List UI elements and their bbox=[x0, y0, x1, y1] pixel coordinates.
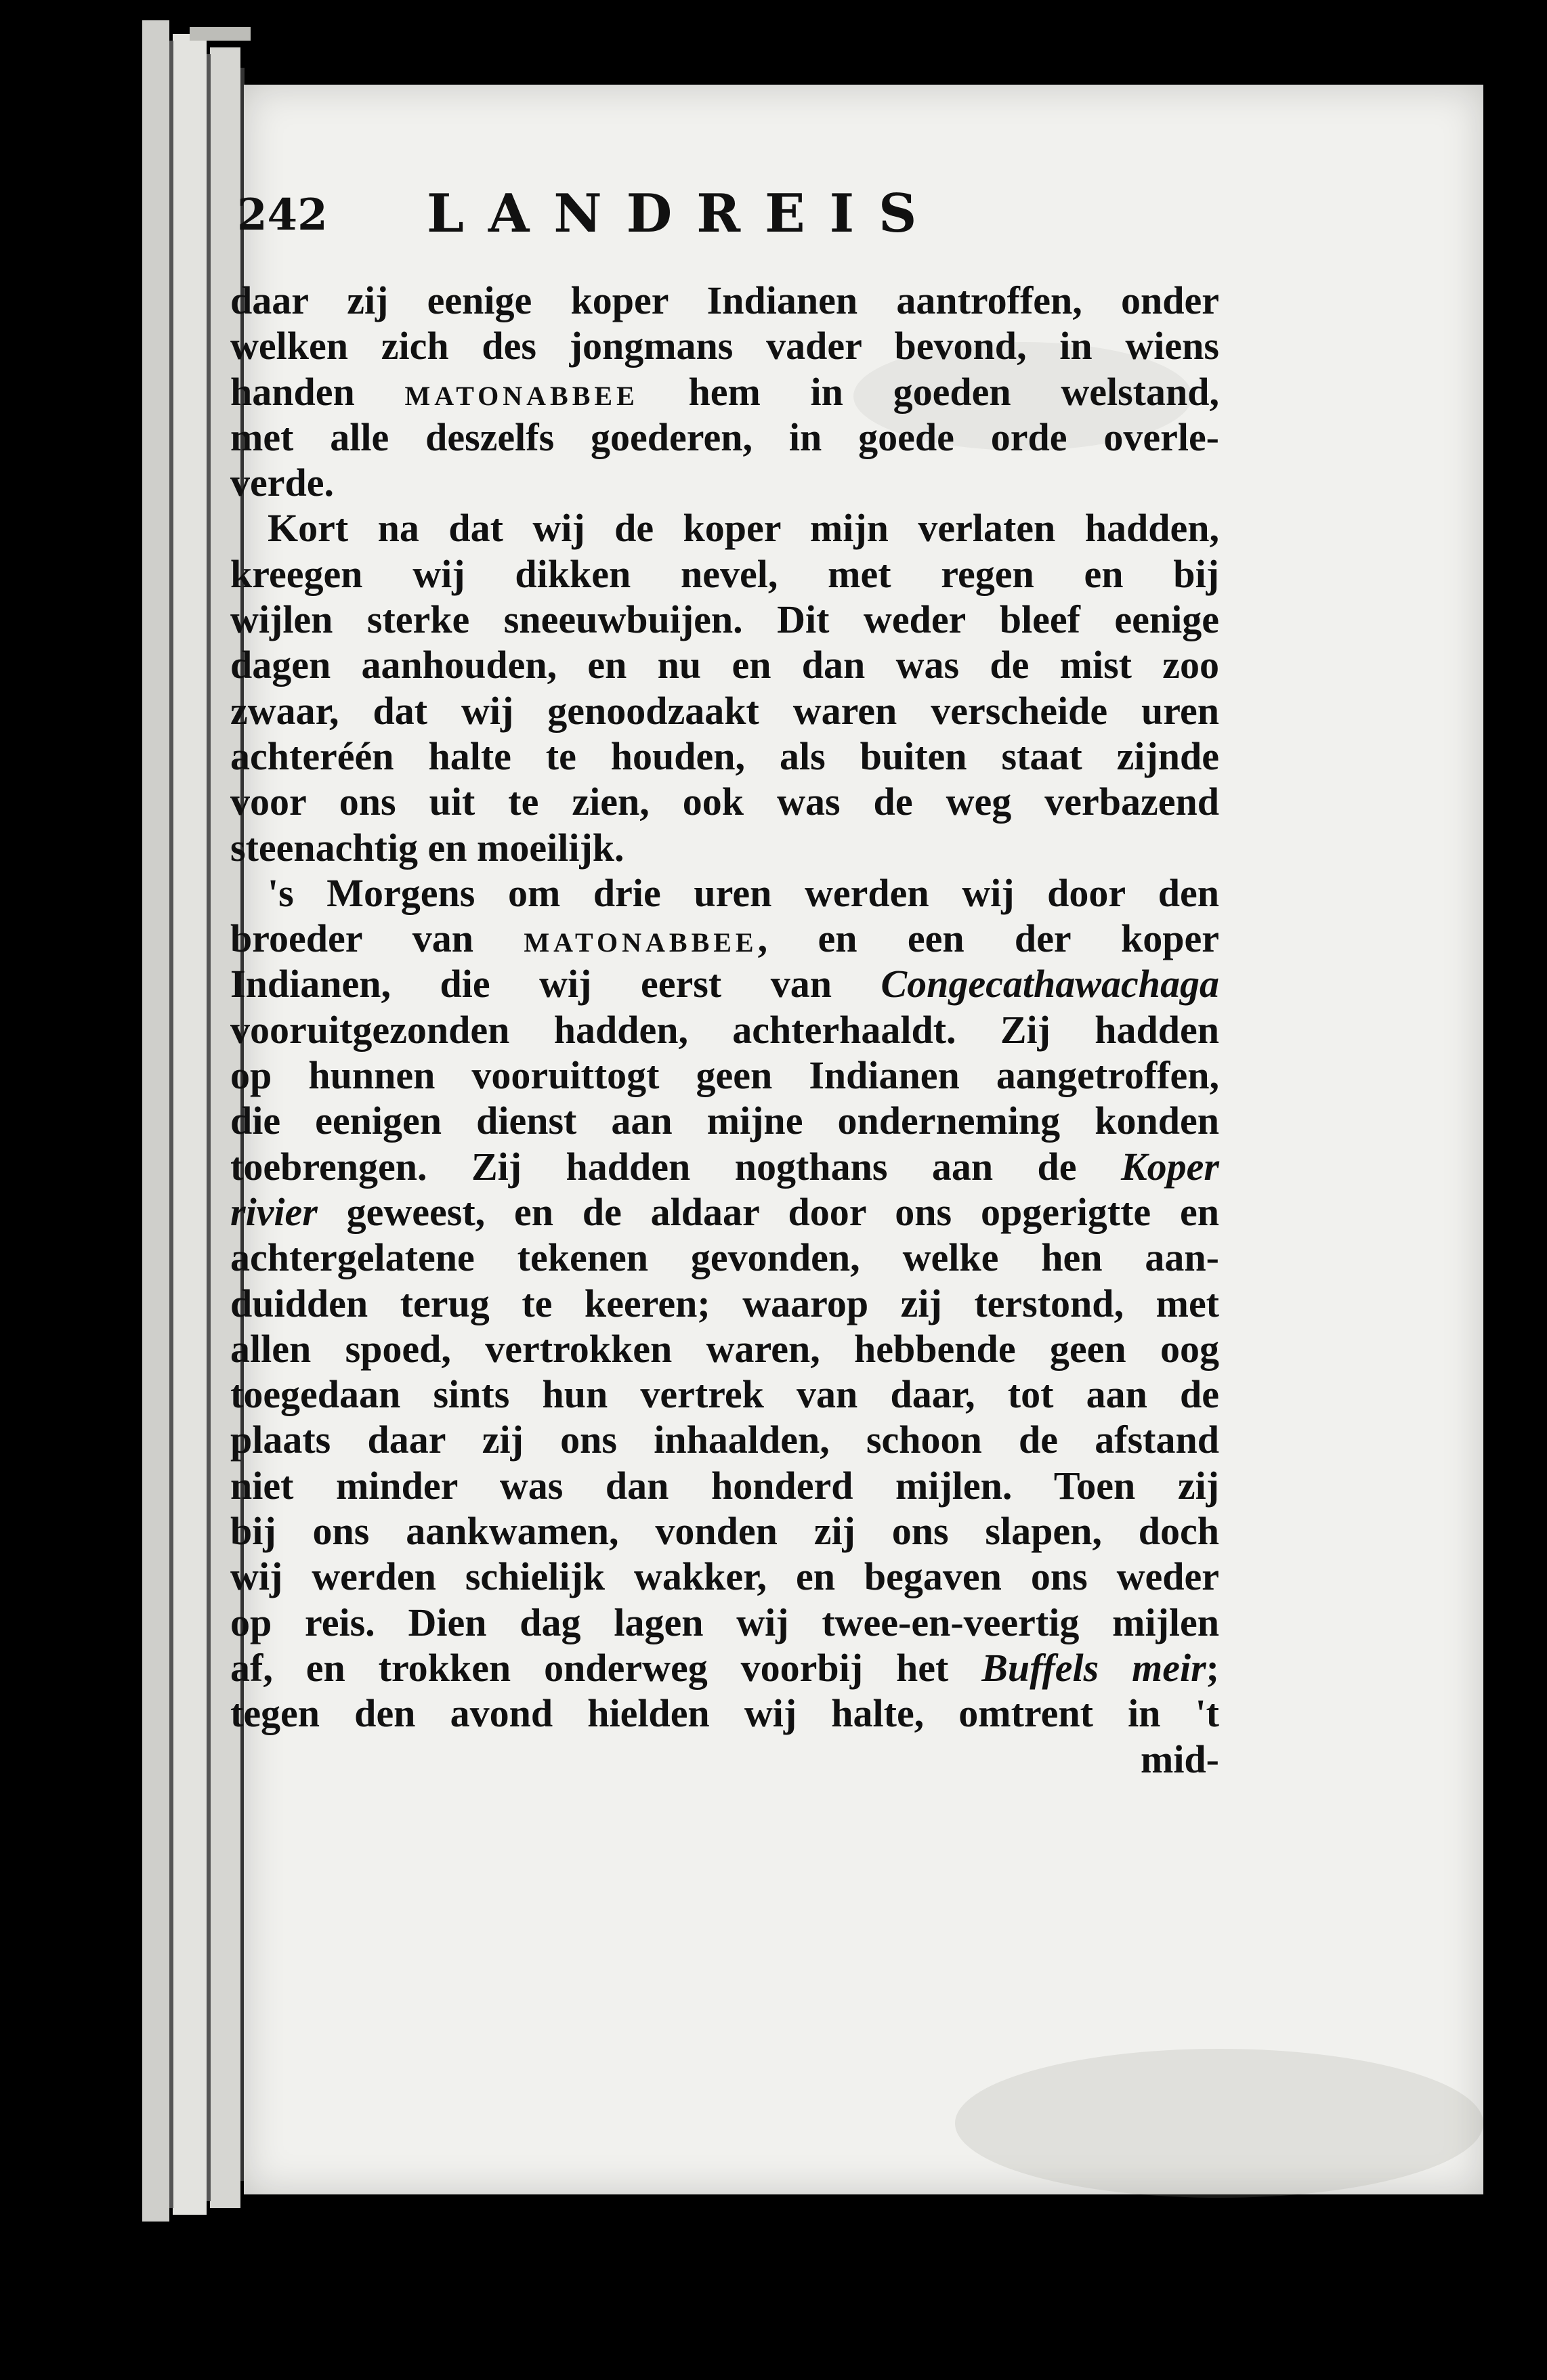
page-edge bbox=[173, 34, 207, 2215]
text-line: daar zij eenige koper Indianen aantroffen, onder bbox=[230, 278, 1219, 322]
text-line: bij ons aankwamen, vonden zij ons slapen, doch bbox=[230, 1509, 1219, 1554]
text-line: 's Morgens om drie uren werden wij door den bbox=[268, 870, 1219, 915]
text-line: toegedaan sints hun vertrek van daar, tot aan de bbox=[230, 1372, 1219, 1417]
person-name: MATONABBEE bbox=[404, 380, 639, 411]
text-line: broeder van MATONABBEE, en een der koper bbox=[230, 916, 1219, 961]
text-line: niet minder was dan honderd mijlen. Toen zij bbox=[230, 1463, 1219, 1508]
text-line: toebrengen. Zij hadden nogthans aan de Koper bbox=[230, 1144, 1219, 1189]
body-text bbox=[230, 278, 1219, 1782]
paper-stain bbox=[955, 2049, 1483, 2198]
text-line: op hunnen vooruittogt geen Indianen aangetroffen, bbox=[230, 1053, 1219, 1098]
text-line: met alle deszelfs goederen, in goede orde overle- bbox=[230, 415, 1219, 459]
text-line: plaats daar zij ons inhaalden, schoon de afstand bbox=[230, 1418, 1219, 1462]
place-name: Buffels meir bbox=[981, 1645, 1206, 1690]
text-line: af, en trokken onderweg voorbij het Buffels meir; bbox=[230, 1645, 1219, 1690]
text-line: wij werden schielijk wakker, en begaven ons weder bbox=[230, 1554, 1219, 1599]
place-name: Congecathawachaga bbox=[881, 962, 1219, 1006]
text-line: zwaar, dat wij genoodzaakt waren verscheide uren bbox=[230, 688, 1219, 733]
place-name: Koper bbox=[1121, 1144, 1219, 1189]
text-line: dagen aanhouden, en nu en dan was de mist zoo bbox=[230, 643, 1219, 687]
text-line: die eenigen dienst aan mijne onderneming konden bbox=[230, 1099, 1219, 1143]
catchword: mid- bbox=[1141, 1737, 1219, 1781]
page-header bbox=[237, 183, 1219, 257]
person-name: MATONABBEE bbox=[524, 927, 758, 958]
page-edge bbox=[142, 20, 169, 2222]
text-line: achteréén halte te houden, als buiten staat zijnde bbox=[230, 734, 1219, 778]
place-name: rivier bbox=[230, 1189, 318, 1234]
page-edge bbox=[190, 27, 251, 41]
text-line: achtergelatene tekenen gevonden, welke hen aan- bbox=[230, 1235, 1219, 1280]
text-line: kreegen wij dikken nevel, met regen en bij bbox=[230, 551, 1219, 596]
text-line: Indianen, die wij eerst van Congecathawachaga bbox=[230, 962, 1219, 1006]
text-line: duidden terug te keeren; waarop zij terstond, met bbox=[230, 1281, 1219, 1325]
running-head: LANDREIS bbox=[427, 183, 941, 245]
page-edge-line bbox=[207, 54, 211, 2201]
text-line: op reis. Dien dag lagen wij twee-en-veertig mijlen bbox=[230, 1600, 1219, 1644]
text-line: handen MATONABBEE hem in goeden welstand, bbox=[230, 369, 1220, 414]
text-line: tegen den avond hielden wij halte, omtrent in 't bbox=[230, 1691, 1219, 1736]
text-line: wijlen sterke sneeuwbuijen. Dit weder bleef eenige bbox=[230, 597, 1219, 642]
page-number: 242 bbox=[237, 190, 328, 240]
text-line: voor ons uit te zien, ook was de weg verbazend bbox=[230, 780, 1219, 824]
text-line: vooruitgezonden hadden, achterhaaldt. Zij hadden bbox=[230, 1007, 1219, 1052]
text-line: welken zich des jongmans vader bevond, in wiens bbox=[230, 324, 1219, 368]
text-line: verde. bbox=[230, 461, 334, 505]
text-line: steenachtig en moeilijk. bbox=[230, 825, 624, 870]
text-line: allen spoed, vertrokken waren, hebbende geen oog bbox=[230, 1326, 1219, 1371]
text-line: rivier geweest, en de aldaar door ons opgerigtte en bbox=[230, 1189, 1219, 1234]
text-line: Kort na dat wij de koper mijn verlaten hadden, bbox=[268, 506, 1219, 551]
page-edge-line bbox=[169, 41, 173, 2208]
